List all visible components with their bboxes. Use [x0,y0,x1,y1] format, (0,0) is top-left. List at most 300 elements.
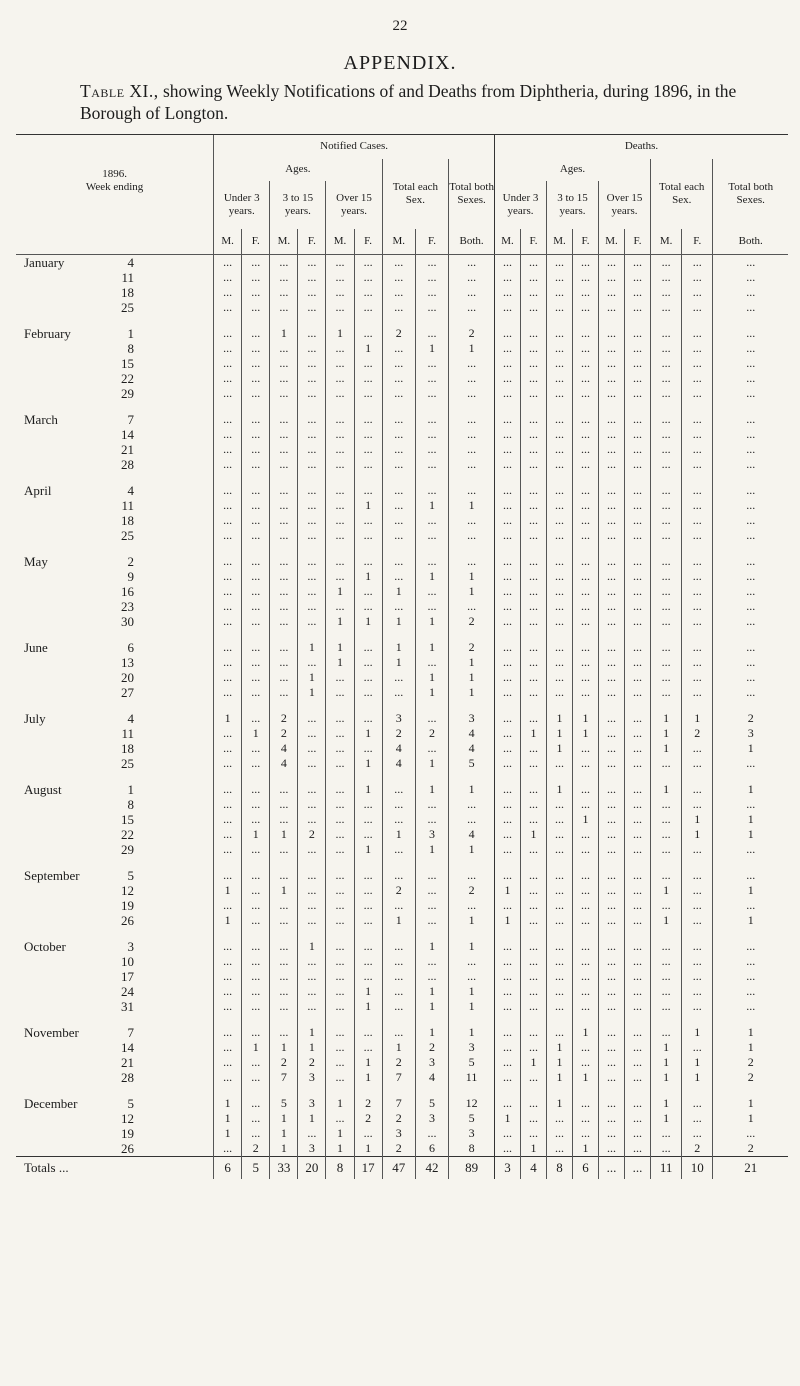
week-ending-cell [16,868,214,883]
value-cell: ... [547,513,573,528]
value-cell: ... [651,300,682,315]
value-cell: ... [713,300,788,315]
value-cell: ... [682,255,713,271]
value-cell: 1 [326,326,354,341]
week-ending-cell [16,270,214,285]
value-cell: 1 [298,640,326,655]
week-row [16,1025,788,1040]
value-cell: ... [573,655,599,670]
week-day: 11 [121,498,134,513]
value-cell: ... [495,898,521,913]
value-cell: 2 [298,1055,326,1070]
week-day: 6 [127,640,134,655]
value-cell: ... [713,412,788,427]
value-cell: ... [415,883,448,898]
week-row [16,812,788,827]
value-cell: ... [599,614,625,629]
value-cell: ... [270,797,298,812]
value-cell: ... [625,797,651,812]
value-cell: ... [682,528,713,543]
month-name: December [24,1096,78,1111]
value-cell: ... [599,483,625,498]
value-cell: ... [625,285,651,300]
value-cell: ... [242,442,270,457]
value-cell: 1 [354,726,382,741]
value-cell: ... [521,913,547,928]
value-cell: ... [449,255,495,271]
value-cell: ... [573,670,599,685]
value-cell: ... [242,270,270,285]
value-cell: 1 [682,711,713,726]
value-cell: ... [573,883,599,898]
value-cell: ... [354,969,382,984]
value-cell: ... [270,1025,298,1040]
value-cell: ... [599,285,625,300]
value-cell: ... [449,554,495,569]
value-cell: ... [573,285,599,300]
week-row [16,1096,788,1111]
value-cell: 2 [242,1141,270,1157]
value-cell: ... [573,371,599,386]
value-cell: 1 [354,756,382,771]
value-cell: ... [326,954,354,969]
month-name: March [24,412,58,427]
value-cell: ... [298,782,326,797]
value-cell: ... [354,255,382,271]
value-cell: ... [495,685,521,700]
value-cell: ... [625,913,651,928]
value-cell: 1 [449,670,495,685]
value-cell: ... [625,1126,651,1141]
value-cell: ... [495,726,521,741]
value-cell: ... [682,954,713,969]
value-cell: ... [326,1055,354,1070]
value-cell: 1 [382,827,415,842]
value-cell: 1 [651,741,682,756]
value-cell: 1 [415,341,448,356]
value-cell: ... [326,1070,354,1085]
sex-m-header: M. [270,229,298,255]
value-cell: 1 [713,1025,788,1040]
value-cell: 5 [449,1055,495,1070]
value-cell: ... [651,255,682,271]
value-cell: ... [521,883,547,898]
value-cell: ... [270,954,298,969]
value-cell: ... [682,898,713,913]
value-cell: 1 [713,741,788,756]
week-ending-cell [16,1096,214,1111]
value-cell: ... [599,599,625,614]
total-cell: 47 [382,1157,415,1180]
value-cell: ... [521,599,547,614]
value-cell: ... [298,341,326,356]
value-cell: ... [382,255,415,271]
value-cell: ... [326,868,354,883]
value-cell: ... [326,427,354,442]
week-row [16,842,788,857]
value-cell: 1 [713,1096,788,1111]
value-cell: ... [298,528,326,543]
value-cell: ... [599,898,625,913]
notified-ages-header: Ages. [214,159,382,181]
value-cell: 1 [415,1025,448,1040]
value-cell: ... [270,371,298,386]
value-cell: ... [495,1096,521,1111]
value-cell: ... [625,270,651,285]
value-cell: ... [713,1126,788,1141]
value-cell: 1 [214,883,242,898]
value-cell: ... [382,898,415,913]
value-cell: ... [298,554,326,569]
value-cell: ... [651,614,682,629]
value-cell: 11 [449,1070,495,1085]
value-cell: ... [449,797,495,812]
value-cell: 1 [354,341,382,356]
week-row [16,569,788,584]
value-cell: ... [651,584,682,599]
week-day: 30 [121,614,134,629]
value-cell: ... [573,614,599,629]
value-cell: 1 [415,756,448,771]
value-cell: ... [625,868,651,883]
sex-f-header: F. [682,229,713,255]
value-cell: ... [242,1096,270,1111]
value-cell: ... [682,913,713,928]
value-cell: 2 [382,1141,415,1157]
value-cell: ... [651,554,682,569]
value-cell: ... [298,255,326,271]
value-cell: ... [214,1055,242,1070]
value-cell: ... [625,1141,651,1157]
value-cell: ... [573,584,599,599]
value-cell: ... [599,999,625,1014]
value-cell: 1 [449,939,495,954]
table-title [80,80,780,124]
both-header: Both. [449,229,495,255]
value-cell: ... [326,528,354,543]
value-cell: ... [242,483,270,498]
value-cell: ... [270,356,298,371]
week-day: 3 [127,939,134,954]
value-cell: 1 [326,640,354,655]
week-day: 25 [121,300,134,315]
value-cell: ... [326,483,354,498]
value-cell: ... [415,457,448,472]
value-cell: ... [214,513,242,528]
value-cell: 1 [449,984,495,999]
value-cell: ... [521,1025,547,1040]
month-name: May [24,554,48,569]
value-cell: ... [270,842,298,857]
value-cell: 2 [682,1141,713,1157]
value-cell: ... [625,371,651,386]
value-cell: ... [521,270,547,285]
value-cell: 1 [449,782,495,797]
week-ending-cell [16,513,214,528]
value-cell: 1 [573,711,599,726]
value-cell: ... [449,371,495,386]
value-cell: ... [214,640,242,655]
week-row [16,685,788,700]
value-cell: ... [682,483,713,498]
value-cell: ... [521,812,547,827]
notified-over15-header: Over 15 years. [326,181,382,229]
value-cell: ... [326,285,354,300]
value-cell: ... [298,599,326,614]
value-cell: ... [713,569,788,584]
value-cell: ... [382,797,415,812]
value-cell: 1 [326,1141,354,1157]
value-cell: 1 [415,984,448,999]
value-cell: ... [573,969,599,984]
value-cell: ... [382,999,415,1014]
value-cell: ... [382,386,415,401]
value-cell: ... [547,827,573,842]
week-row [16,341,788,356]
value-cell: ... [495,371,521,386]
value-cell: ... [354,412,382,427]
value-cell: ... [326,1040,354,1055]
week-ending-cell [16,341,214,356]
value-cell: ... [449,285,495,300]
value-cell: ... [242,883,270,898]
value-cell: ... [298,969,326,984]
week-day: 18 [121,741,134,756]
value-cell: ... [382,812,415,827]
value-cell: 4 [449,741,495,756]
value-cell: ... [382,554,415,569]
value-cell: ... [599,1055,625,1070]
value-cell: 1 [713,1040,788,1055]
value-cell: ... [326,883,354,898]
value-cell: ... [573,1040,599,1055]
value-cell: 1 [354,498,382,513]
week-ending-cell [16,1040,214,1055]
value-cell: 1 [449,341,495,356]
value-cell: 3 [713,726,788,741]
value-cell: 12 [449,1096,495,1111]
value-cell: 1 [547,1096,573,1111]
value-cell: 3 [298,1096,326,1111]
value-cell: ... [682,498,713,513]
value-cell: ... [521,655,547,670]
week-day: 28 [121,457,134,472]
value-cell: ... [682,969,713,984]
value-cell: ... [298,756,326,771]
total-cell: 11 [651,1157,682,1180]
value-cell: ... [242,554,270,569]
value-cell: ... [298,300,326,315]
value-cell: ... [354,812,382,827]
month-spacer [16,401,788,412]
value-cell: 1 [326,614,354,629]
value-cell: ... [270,599,298,614]
total-cell: 8 [547,1157,573,1180]
week-ending-cell [16,670,214,685]
value-cell: ... [573,300,599,315]
week-ending-cell [16,427,214,442]
week-ending-cell [16,326,214,341]
value-cell: ... [713,640,788,655]
value-cell: 4 [270,756,298,771]
value-cell: ... [521,371,547,386]
value-cell: ... [495,614,521,629]
value-cell: ... [625,726,651,741]
value-cell: ... [298,898,326,913]
value-cell: ... [214,569,242,584]
value-cell: ... [382,457,415,472]
value-cell: 1 [354,842,382,857]
week-day: 21 [121,1055,134,1070]
week-day: 11 [121,726,134,741]
value-cell: ... [495,999,521,1014]
value-cell: ... [625,356,651,371]
value-cell: ... [214,285,242,300]
value-cell: ... [495,356,521,371]
week-day: 19 [121,898,134,913]
value-cell: ... [713,655,788,670]
week-day: 26 [121,1141,134,1156]
value-cell: ... [214,371,242,386]
value-cell: 1 [651,726,682,741]
value-cell: ... [449,442,495,457]
value-cell: ... [270,868,298,883]
value-cell: ... [599,939,625,954]
value-cell: ... [298,285,326,300]
week-row [16,614,788,629]
value-cell: ... [449,969,495,984]
week-row [16,756,788,771]
week-day: 18 [121,513,134,528]
week-ending-cell [16,483,214,498]
value-cell: ... [326,999,354,1014]
value-cell: 1 [382,655,415,670]
value-cell: ... [651,528,682,543]
total-cell: ... [599,1157,625,1180]
value-cell: ... [521,797,547,812]
value-cell: ... [682,371,713,386]
sex-m-header: M. [651,229,682,255]
value-cell: ... [242,513,270,528]
value-cell: ... [651,756,682,771]
value-cell: ... [521,554,547,569]
value-cell: ... [449,386,495,401]
value-cell: ... [573,868,599,883]
week-row [16,599,788,614]
value-cell: ... [495,599,521,614]
value-cell: ... [713,371,788,386]
value-cell: ... [651,655,682,670]
value-cell: ... [354,939,382,954]
value-cell: 4 [270,741,298,756]
value-cell: ... [682,1096,713,1111]
value-cell: ... [625,326,651,341]
value-cell: ... [521,386,547,401]
value-cell: ... [326,371,354,386]
value-cell: ... [298,999,326,1014]
total-cell: 4 [521,1157,547,1180]
value-cell: ... [682,427,713,442]
value-cell: ... [298,569,326,584]
value-cell: 1 [354,569,382,584]
value-cell: ... [270,939,298,954]
value-cell: ... [298,457,326,472]
value-cell: ... [298,412,326,427]
value-cell: ... [547,341,573,356]
value-cell: ... [573,498,599,513]
value-cell: 2 [415,726,448,741]
value-cell: ... [547,270,573,285]
month-name: July [24,711,46,726]
value-cell: ... [547,255,573,271]
value-cell: 3 [449,711,495,726]
value-cell: ... [521,685,547,700]
value-cell: ... [682,883,713,898]
week-row [16,726,788,741]
week-ending-cell [16,782,214,797]
value-cell: ... [599,782,625,797]
week-ending-cell [16,984,214,999]
value-cell: ... [214,483,242,498]
month-name: February [24,326,71,341]
value-cell: ... [682,386,713,401]
value-cell: ... [495,655,521,670]
value-cell: 1 [354,782,382,797]
value-cell: ... [625,300,651,315]
week-ending-cell [16,554,214,569]
value-cell: ... [242,999,270,1014]
value-cell: ... [382,954,415,969]
value-cell: 1 [682,1055,713,1070]
value-cell: ... [214,1040,242,1055]
notified-under3-header: Under 3 years. [214,181,270,229]
sex-m-header: M. [495,229,521,255]
value-cell: 1 [547,1055,573,1070]
value-cell: ... [270,569,298,584]
value-cell: ... [495,341,521,356]
value-cell: ... [415,711,448,726]
value-cell: ... [713,341,788,356]
week-row [16,655,788,670]
value-cell: ... [270,655,298,670]
value-cell: ... [521,285,547,300]
value-cell: ... [354,670,382,685]
value-cell: ... [599,640,625,655]
week-day: 5 [127,1096,134,1111]
value-cell: 1 [547,741,573,756]
week-row [16,640,788,655]
value-cell: ... [547,442,573,457]
value-cell: ... [214,954,242,969]
value-cell: ... [382,842,415,857]
value-cell: ... [415,969,448,984]
week-day: 31 [121,999,134,1014]
value-cell: ... [625,569,651,584]
week-ending-cell [16,797,214,812]
value-cell: ... [415,255,448,271]
value-cell: ... [242,371,270,386]
value-cell: ... [449,483,495,498]
value-cell: ... [382,498,415,513]
value-cell: ... [242,913,270,928]
value-cell: ... [449,528,495,543]
value-cell: ... [599,326,625,341]
value-cell: ... [495,812,521,827]
month-spacer [16,928,788,939]
total-cell: 89 [449,1157,495,1180]
value-cell: ... [270,412,298,427]
value-cell: ... [682,939,713,954]
